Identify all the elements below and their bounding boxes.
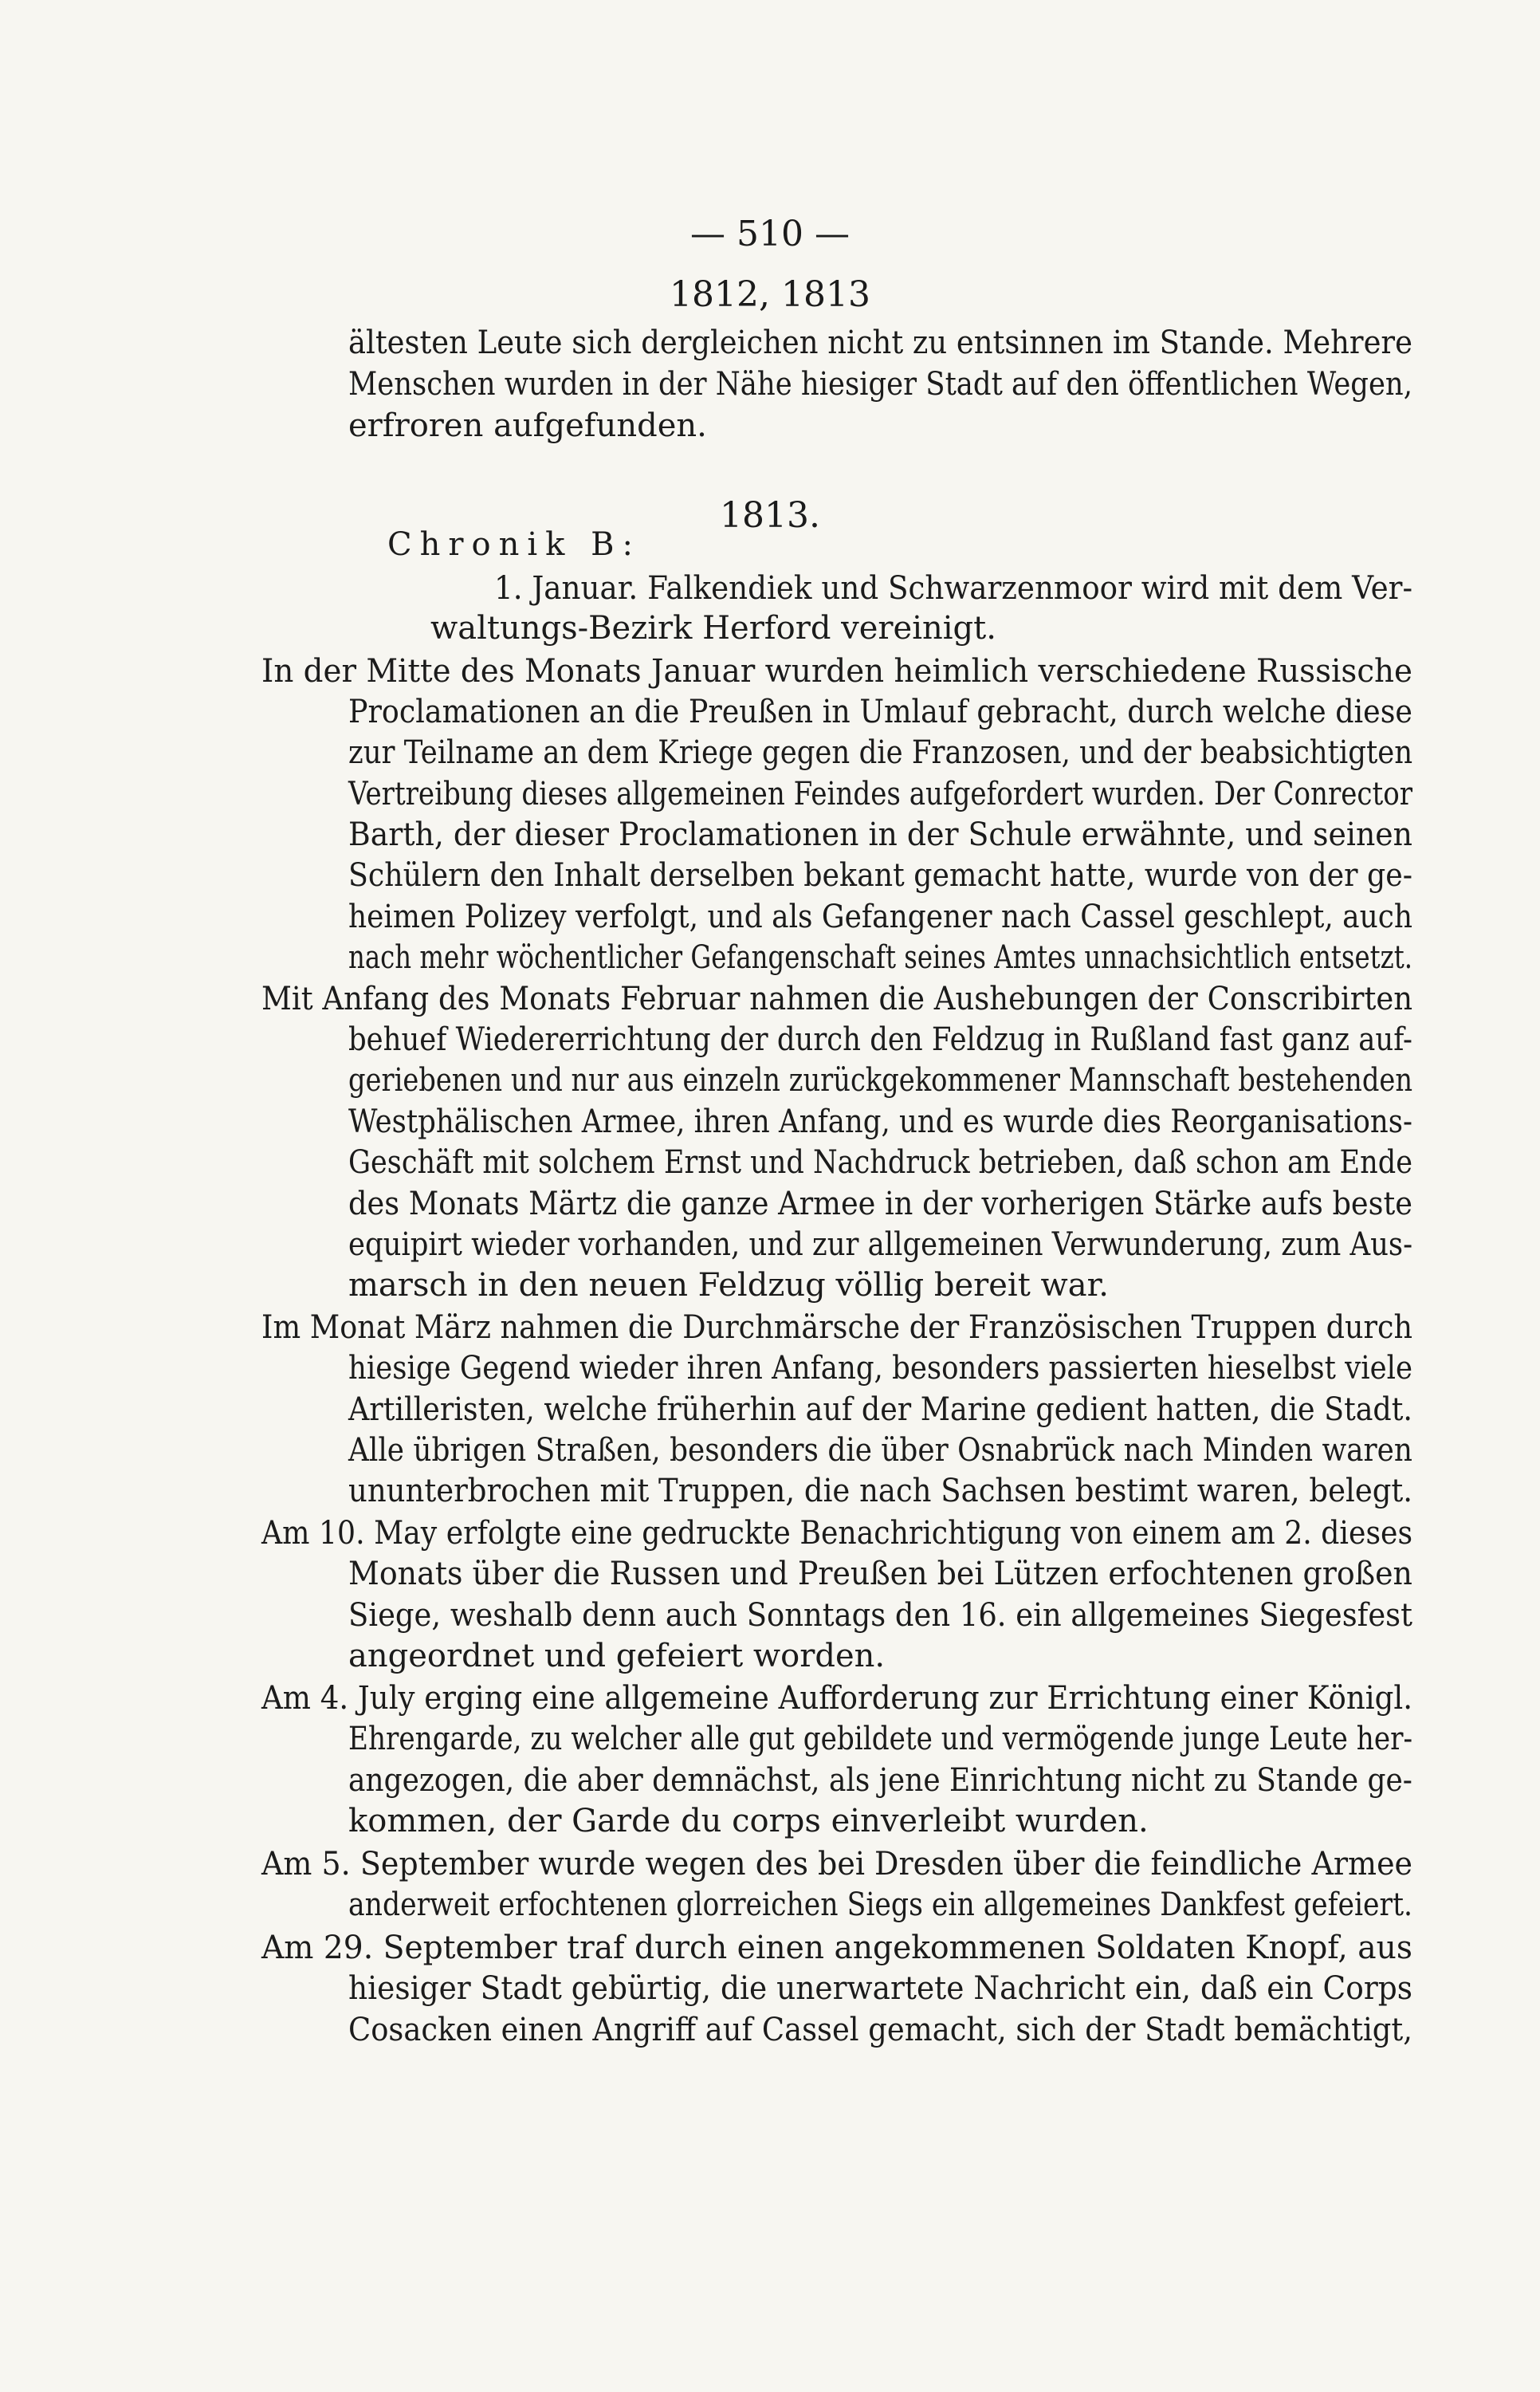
text-line: angezogen, die aber demnächst, als jene Einrichtung nicht zu Stande ge- bbox=[348, 1762, 1412, 1799]
text-line: marsch in den neuen Feldzug völlig bereit war. bbox=[348, 1267, 1110, 1304]
text-line: equipirt wieder vorhanden, und zur allgemeinen Verwunderung, zum Aus- bbox=[348, 1226, 1413, 1263]
text-line: Am 29. September traf durch einen angekommenen Soldaten Knopf, aus bbox=[261, 1930, 1412, 1966]
text-line: Proclamationen an die Preußen in Umlauf gebracht, durch welche diese bbox=[348, 694, 1412, 730]
text-line: Am 4. July erging eine allgemeine Aufforderung zur Errichtung einer Königl. bbox=[261, 1680, 1413, 1717]
text-line: behuef Wiedererrichtung der durch den Feldzug in Rußland fast ganz auf- bbox=[348, 1021, 1413, 1058]
text-line: ununterbrochen mit Truppen, die nach Sachsen bestimt waren, belegt. bbox=[348, 1473, 1413, 1509]
text-line: ältesten Leute sich dergleichen nicht zu entsinnen im Stande. Mehrere bbox=[348, 325, 1412, 361]
text-line: Cosacken einen Angriff auf Cassel gemacht, sich der Stadt bemächtigt, bbox=[348, 2012, 1412, 2048]
text-line: Alle übrigen Straßen, besonders die über Osnabrück nach Minden waren bbox=[348, 1432, 1412, 1469]
text-line: Geschäft mit solchem Ernst und Nachdruck betrieben, daß schon am Ende bbox=[348, 1144, 1412, 1181]
text-line: erfroren aufgefunden. bbox=[348, 407, 707, 444]
text-line: Vertreibung dieses allgemeinen Feindes aufgefordert wurden. Der Conrector bbox=[348, 776, 1413, 812]
text-line: hiesiger Stadt gebürtig, die unerwartete Nachricht ein, daß ein Corps bbox=[348, 1970, 1413, 2007]
text-line: hiesige Gegend wieder ihren Anfang, besonders passierten hieselbst viele bbox=[348, 1350, 1412, 1387]
text-line: kommen, der Garde du corps einverleibt wurden. bbox=[348, 1803, 1149, 1839]
text-line: nach mehr wöchentlicher Gefangenschaft seines Amtes unnachsichtlich entsetzt. bbox=[348, 939, 1413, 976]
year-heading: 1813. bbox=[720, 495, 820, 536]
text-line: Ehrengarde, zu welcher alle gut gebildete und vermögende junge Leute her- bbox=[348, 1721, 1413, 1757]
text-line: geriebenen und nur aus einzeln zurückgekommener Mannschaft bestehenden bbox=[348, 1062, 1413, 1099]
text-line: anderweit erfochtenen glorreichen Siegs ein allgemeines Dankfest gefeiert. bbox=[348, 1886, 1413, 1923]
running-head: 1812, 1813 bbox=[670, 274, 870, 315]
text-line: Mit Anfang des Monats Februar nahmen die Aushebungen der Conscribirten bbox=[261, 981, 1413, 1017]
text-line: des Monats Märtz die ganze Armee in der vorherigen Stärke aufs beste bbox=[348, 1186, 1412, 1222]
page-number: — 510 — bbox=[690, 214, 850, 254]
text-line: In der Mitte des Monats Januar wurden heimlich verschiedene Russische bbox=[261, 653, 1412, 690]
text-line: Menschen wurden in der Nähe hiesiger Stadt auf den öffentlichen Wegen, bbox=[348, 366, 1412, 403]
text-line: heimen Polizey verfolgt, und als Gefangener nach Cassel geschlept, auch bbox=[348, 899, 1413, 935]
text-line: Im Monat März nahmen die Durchmärsche der Französischen Truppen durch bbox=[261, 1309, 1413, 1346]
text-line: Westphälischen Armee, ihren Anfang, und es wurde dies Reorganisations- bbox=[348, 1104, 1413, 1140]
text-line: Schülern den Inhalt derselben bekant gemacht hatte, wurde von der ge- bbox=[348, 857, 1413, 894]
text-line: Siege, weshalb denn auch Sonntags den 16. ein allgemeines Siegesfest bbox=[348, 1597, 1412, 1634]
text-line: Am 5. September wurde wegen des bei Dresden über die feindliche Armee bbox=[261, 1846, 1413, 1883]
text-line: Am 10. May erfolgte eine gedruckte Benachrichtigung von einem am 2. dieses bbox=[261, 1515, 1413, 1552]
chronik-label: Chronik B: bbox=[387, 526, 641, 563]
text-line: 1. Januar. Falkendiek und Schwarzenmoor wird mit dem Ver- bbox=[494, 570, 1413, 607]
text-line: zur Teilname an dem Kriege gegen die Franzosen, und der beabsichtigten bbox=[348, 734, 1413, 771]
text-line: waltungs-Bezirk Herford vereinigt. bbox=[430, 610, 996, 647]
text-line: Barth, der dieser Proclamationen in der Schule erwähnte, und seinen bbox=[348, 816, 1413, 853]
text-line: Artilleristen, welche früherhin auf der Marine gedient hatten, die Stadt. bbox=[348, 1391, 1412, 1428]
text-line: Monats über die Russen und Preußen bei Lützen erfochtenen großen bbox=[348, 1556, 1412, 1592]
text-line: angeordnet und gefeiert worden. bbox=[348, 1638, 886, 1674]
